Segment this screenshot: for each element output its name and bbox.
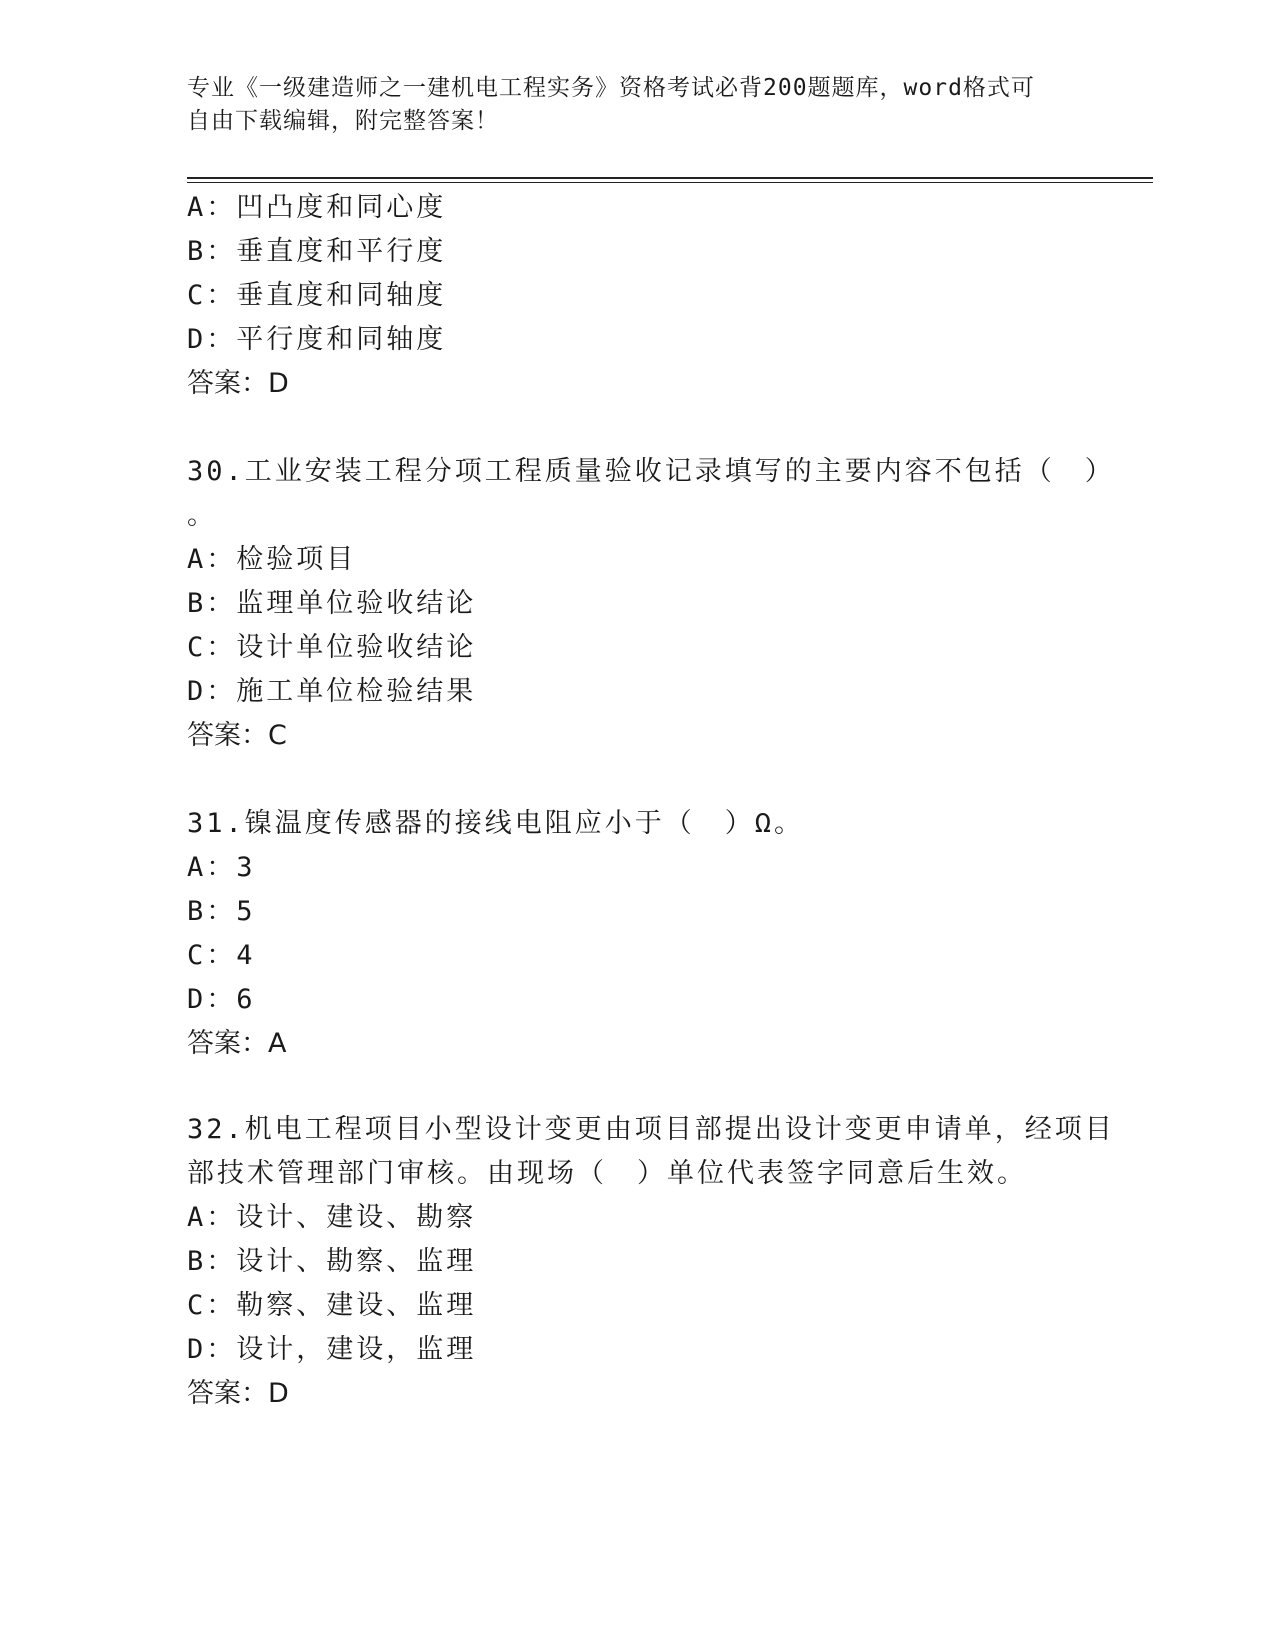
q31-answer: 答案：A [187, 1028, 287, 1059]
q32-answer: 答案：D [187, 1378, 289, 1409]
q31-option-c: C：4 [187, 940, 256, 971]
q30-stem-line-2: 。 [187, 500, 217, 531]
q32-option-c: C：勒察、建设、监理 [187, 1290, 477, 1321]
header-line-1: 专业《一级建造师之一建机电工程实务》资格考试必背200题题库，word格式可 [187, 75, 1035, 101]
header-divider-thick [187, 177, 1153, 179]
header-line-2: 自由下载编辑，附完整答案！ [187, 108, 499, 134]
q30-option-d: D：施工单位检验结果 [187, 676, 477, 707]
q32-option-a: A：设计、建设、勘察 [187, 1202, 477, 1233]
q31-option-b: B：5 [187, 896, 256, 927]
prev-option-c: C：垂直度和同轴度 [187, 280, 447, 311]
q31-option-d: D：6 [187, 984, 256, 1015]
document-header [187, 72, 1067, 138]
prev-option-d: D：平行度和同轴度 [187, 324, 447, 355]
q31-option-a: A：3 [187, 852, 256, 883]
q30-option-b: B：监理单位验收结论 [187, 588, 477, 619]
header-divider-thin [187, 182, 1153, 183]
q30-option-c: C：设计单位验收结论 [187, 632, 477, 663]
prev-option-a: A：凹凸度和同心度 [187, 192, 447, 223]
q30-stem-line-1: 30.工业安装工程分项工程质量验收记录填写的主要内容不包括（ ） [187, 456, 1115, 487]
q30-answer: 答案：C [187, 720, 287, 751]
prev-option-b: B：垂直度和平行度 [187, 236, 447, 267]
q32-stem-line-1: 32.机电工程项目小型设计变更由项目部提出设计变更申请单，经项目 [187, 1114, 1115, 1145]
q30-option-a: A：检验项目 [187, 544, 357, 575]
q31-stem: 31.镍温度传感器的接线电阻应小于（ ）Ω。 [187, 808, 805, 839]
q32-stem-line-2: 部技术管理部门审核。由现场（ ）单位代表签字同意后生效。 [187, 1158, 1027, 1189]
q32-option-b: B：设计、勘察、监理 [187, 1246, 477, 1277]
prev-answer: 答案：D [187, 368, 289, 399]
q32-option-d: D：设计，建设，监理 [187, 1334, 477, 1365]
